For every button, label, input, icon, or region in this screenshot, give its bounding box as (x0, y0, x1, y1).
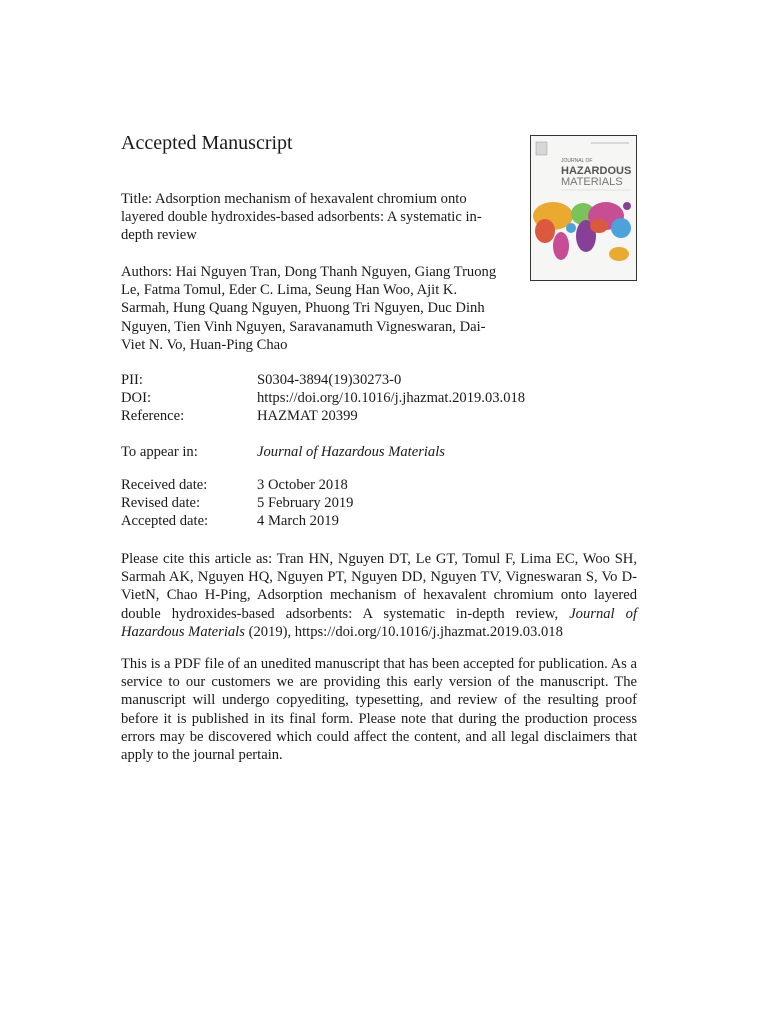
received-value: 3 October 2018 (257, 477, 348, 493)
revised-label: Revised date: (121, 495, 201, 512)
journal-cover-image (530, 135, 637, 281)
appear-label: To appear in: (121, 444, 198, 460)
disclaimer-paragraph: This is a PDF file of an unedited manuscript that has been accepted for publication. As a service to our customers we are providing this early version of the manuscript. The manuscript will undergo copyediting, typesetting, and review of the resulting proof before it is published in its final form. Please note that during the production process errors may be discovered which could affect the content, and all legal disclaimers that apply to the journal pertain. (121, 656, 637, 764)
revised-value: 5 February 2019 (257, 495, 354, 512)
identifier-list (121, 371, 525, 426)
citation-lead: Please cite this article as: Tran HN, Nguyen DT, Le GT, Tomul F, Lima EC, Woo SH, Sarmah AK, Nguyen HQ, Nguyen PT, Nguyen DD, Nguyen TV, Vigneswaran S, Vo D-VietN, Chao H-Ping, Adsorption mechanism of hexavalent chromium onto layered double hydroxides-based adsorbents: A systematic in-depth review, (121, 551, 637, 622)
doi-row (121, 389, 525, 407)
received-label: Received date: (121, 477, 208, 493)
doi-label: DOI: (121, 390, 151, 407)
page-heading: Accepted Manuscript (121, 132, 293, 154)
reference-label: Reference: (121, 408, 185, 425)
citation-journal: Journal of Hazardous Materials (121, 605, 638, 640)
appear-in (121, 443, 445, 461)
citation-tail: (2019), https://doi.org/10.1016/j.jhazmat.2019.03.018 (248, 623, 563, 640)
reference-row (121, 407, 525, 425)
journal-name: Journal of Hazardous Materials (257, 444, 445, 460)
doi-link[interactable]: https://doi.org/10.1016/j.jhazmat.2019.03.018 (257, 390, 526, 407)
article-authors: Authors: Hai Nguyen Tran, Dong Thanh Nguyen, Giang Truong Le, Fatma Tomul, Eder C. Lima, Seung Han Woo, Ajit K. Sarmah, Hung Quang Nguyen, Phuong Tri Nguyen, Duc Dinh Nguyen, Tien Vinh Nguyen, Saravanamuth Vigneswaran, Dai-Viet N. Vo, Huan-Ping Chao (121, 264, 497, 353)
reference-value: HAZMAT 20399 (257, 408, 358, 425)
received-row (121, 476, 353, 494)
cover-line3: MATERIALS (561, 176, 623, 188)
date-list (121, 476, 353, 531)
pii-label: PII: (121, 372, 143, 388)
citation-paragraph (121, 550, 637, 641)
accepted-value: 4 March 2019 (257, 513, 339, 530)
cover-line2: HAZARDOUS (561, 165, 632, 177)
accepted-label: Accepted date: (121, 513, 209, 530)
revised-row (121, 494, 353, 512)
cover-line1: JOURNAL OF (561, 158, 593, 164)
pii-value: S0304-3894(19)30273-0 (257, 372, 402, 388)
accepted-row (121, 512, 353, 530)
journal-cover-art (531, 136, 636, 280)
appear-row (121, 443, 445, 461)
article-title: Title: Adsorption mechanism of hexavalent chromium onto layered double hydroxides-based adsorbents: A systematic in-depth review (121, 191, 482, 244)
pii-row (121, 371, 525, 389)
